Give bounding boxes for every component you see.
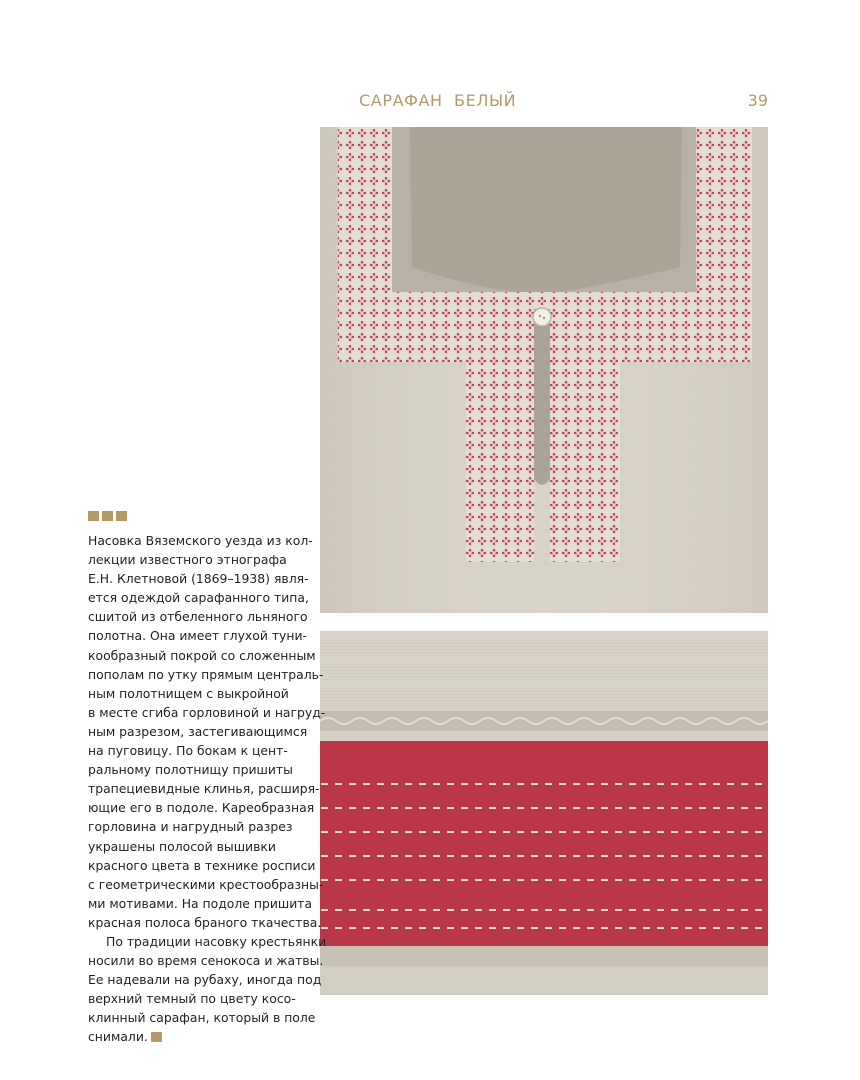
text-line: ми мотивами. На подоле пришита [88,895,313,911]
text-line: в месте сгиба горловиной и нагруд- [88,704,326,720]
text-line: ным разрезом, застегивающимся [88,723,308,739]
text-line: украшены полосой вышивки [88,838,276,854]
text-line: ющие его в подоле. Карeобразная [88,800,315,816]
text-line: Ее надевали на рубаху, иногда под [88,972,322,988]
page-number: 39 [747,91,768,110]
hem-woven-band-photo [320,631,768,995]
paragraph-1 [88,531,324,932]
article-body [88,531,327,1047]
text-line: лекции известного этнографа [88,552,287,568]
text-line: сшитой из отбеленного льняного [88,609,308,625]
text-line: кообразный покрой со сложенным [88,647,316,663]
text-line: полотна. Она имеет глухой туни- [88,628,308,644]
text-line: верхний темный по цвету косо- [88,991,296,1007]
text-line: горловина и нагрудный разрез [88,819,293,835]
end-of-article-square-icon [151,1032,162,1042]
text-line: на пуговицу. По бокам к цент- [88,743,288,759]
text-line: Насовка Вяземского уезда из кол- [88,533,313,548]
text-line: ется одеждой сарафанного типа, [88,590,309,606]
neckline-embroidery-photo [320,127,768,613]
text-line: носили во время сенокоса и жатвы. [88,953,324,969]
text-line: пополам по утку прямым централь- [88,666,324,682]
running-header-title: САРАФАН БЕЛЫЙ [359,91,517,110]
text-line: с геометрическими крестообразны- [88,876,324,892]
text-line: ным полотнищем с выкройной [88,685,289,701]
last-text-line [88,1027,324,1046]
text-line: По традиции насовку крестьянки [106,933,327,949]
text-line: красного цвета в технике росписи [88,857,316,873]
section-marker-icon [88,511,127,521]
text-line: красная полоса браного ткачества. [88,914,322,930]
text-line: ральному полотнищу пришиты [88,762,293,778]
text-line: Е.Н. Клетновой (1869–1938) явля- [88,571,309,587]
text-line: трапециевидные клинья, расширя- [88,781,320,797]
text-line: клинный сарафан, который в поле [88,1010,316,1026]
paragraph-2 [88,932,327,1047]
text-line: снимали. [88,1029,148,1045]
